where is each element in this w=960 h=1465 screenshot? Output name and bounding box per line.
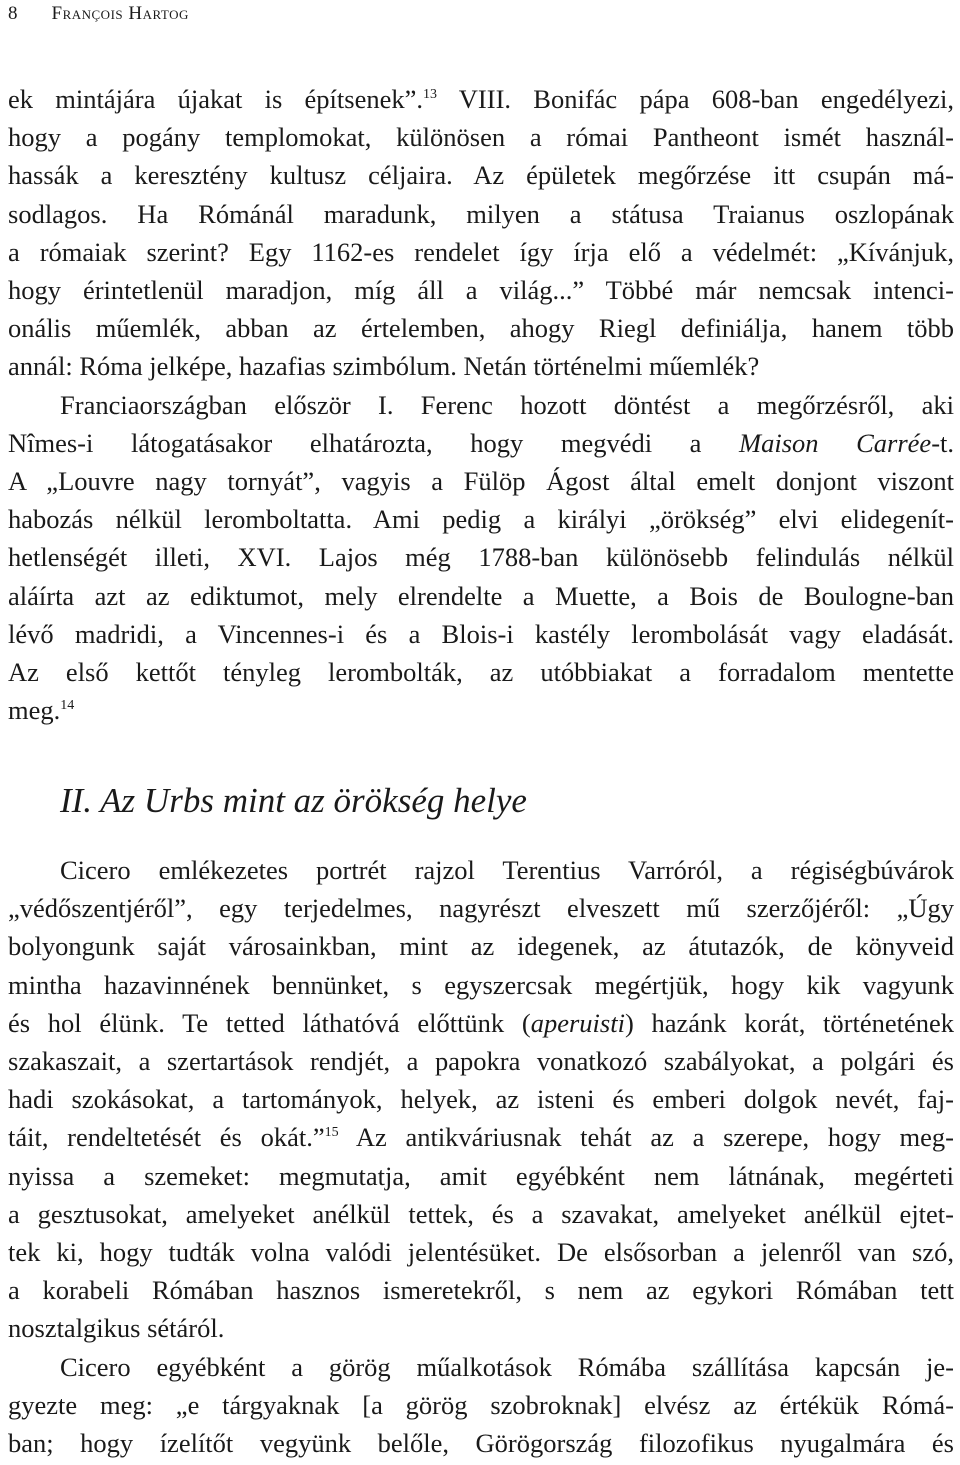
text-line: hassák a keresztény kultusz céljaira. Az épületek megőrzése itt csupán má- [8,160,954,191]
text-line: ek mintájára újakat is építsenek”.$^{13}$ VIII. Bonifác pápa 608-ban engedélyezi, [8,84,954,114]
page-number: 8 [8,3,18,24]
text-line: hadi szokásokat, a tartományok, helyek, az isteni és emberi dolgok nevét, faj- [8,1084,954,1115]
text-line: ban; hogy ízelítőt vegyünk belőle, Görögország filozofikus nyugalmára és [8,1427,954,1458]
text-line: Nîmes-i látogatásakor elhatározta, hogy megvédi a Maison Carrée-t. [8,427,954,458]
text-line: sodlagos. Ha Rómánál maradunk, milyen a státusa Traianus oszlopának [8,198,954,229]
footnote-ref-13: 13 [423,87,438,102]
text-line: Cicero emlékezetes portrét rajzol Terentius Varróról, a régiségbúvárok [60,855,954,885]
italic-term: Maison Carrée [739,427,932,458]
paragraph-1 [8,80,954,386]
text-line: szakaszait, a szertartások rendjét, a papokra vonatkozó szabályokat, a polgári és [8,1045,954,1076]
text-line: Az első kettőt tényleg lerombolták, az utóbbiakat a forradalom mentette [8,656,954,687]
text-line: Franciaországban először I. Ferenc hozott döntést a megőrzésről, aki [60,389,954,420]
running-header [8,4,189,24]
paragraph-4 [8,1348,954,1463]
text-line: „védőszentjéről”, egy terjedelmes, nagyrészt elveszett mű szerzőjéről: „Úgy [8,893,954,924]
text-line: tek ki, hogy tudták volna valódi jelentésüket. De elsősorban a jelenről van szó, [8,1236,954,1267]
text-line: bolyongunk saját városainkban, mint az idegenek, az átutazók, de könyveid [8,931,954,962]
text-line: Cicero egyébként a görög műalkotások Rómába szállítása kapcsán je- [60,1351,954,1382]
running-head-author: François Hartog [51,3,189,24]
text-line: hogy a pogány templomokat, különösen a római Pantheont ismét használ- [8,122,954,153]
paragraph-2 [8,386,954,730]
italic-term: aperuisti [530,1007,625,1038]
text-line: aláírta azt az ediktumot, mely elrendelte a Muette, a Bois de Boulogne-ban [8,580,954,611]
text-line: hogy érintetlenül maradjon, míg áll a világ...” Többé már nemcsak intenci- [8,274,954,305]
text-line: meg.$^{14}$ [8,695,75,726]
text-line: A „Louvre nagy tornyát”, vagyis a Fülöp Ágost által emelt donjont viszont [8,465,954,496]
text-line: nosztalgikus sétáról. [8,1313,225,1344]
text-line: habozás nélkül leromboltatta. Ami pedig a királyi „örökség” elvi elidegenít- [8,504,954,535]
text-line: gyezte meg: „e tárgyaknak [a görög szobroknak] elvész az értékük Rómá- [8,1389,954,1420]
text-line: a gesztusokat, amelyeket anélkül tettek, és a szavakat, amelyeket anélkül ejtet- [8,1198,954,1229]
text-line: a rómaiak szerint? Egy 1162-es rendelet így írja elő a védelmét: „Kívánjuk, [8,236,954,267]
text-line: és hol élünk. Te tetted láthatóvá előttünk (aperuisti) hazánk korát, történetének [8,1007,954,1038]
text-line: mintha hazavinnének bennünket, s egyszercsak megértjük, hogy kik vagyunk [8,969,954,1000]
text-line: onális műemlék, abban az értelemben, ahogy Riegl definiálja, hanem több [8,313,954,344]
text-line: lévő madridi, a Vincennes-i és a Blois-i kastély lerombolását vagy eladását. [8,618,954,649]
text-line: hetlenségét illeti, XVI. Lajos még 1788-ban különösebb felindulás nélkül [8,542,954,573]
text-line: nyissa a szemeket: megmutatja, amit egyébként nem látnának, megérteti [8,1160,954,1191]
footnote-ref-14: 14 [60,698,75,714]
footnote-ref-15: 15 [324,1125,339,1141]
text-line: táit, rendeltetését és okát.”$^{15}$ Az antikváriusnak tehát az a szerepe, hogy meg- [8,1122,954,1153]
text-line: annál: Róma jelképe, hazafias szimbólum. Netán történelmi műemlék? [8,351,760,382]
text-line: a korabeli Rómában hasznos ismeretekről, s nem az egykori Rómában tett [8,1275,954,1306]
paragraph-3 [8,851,954,1347]
section-heading: II. Az Urbs mint az örökség helye [60,781,527,820]
